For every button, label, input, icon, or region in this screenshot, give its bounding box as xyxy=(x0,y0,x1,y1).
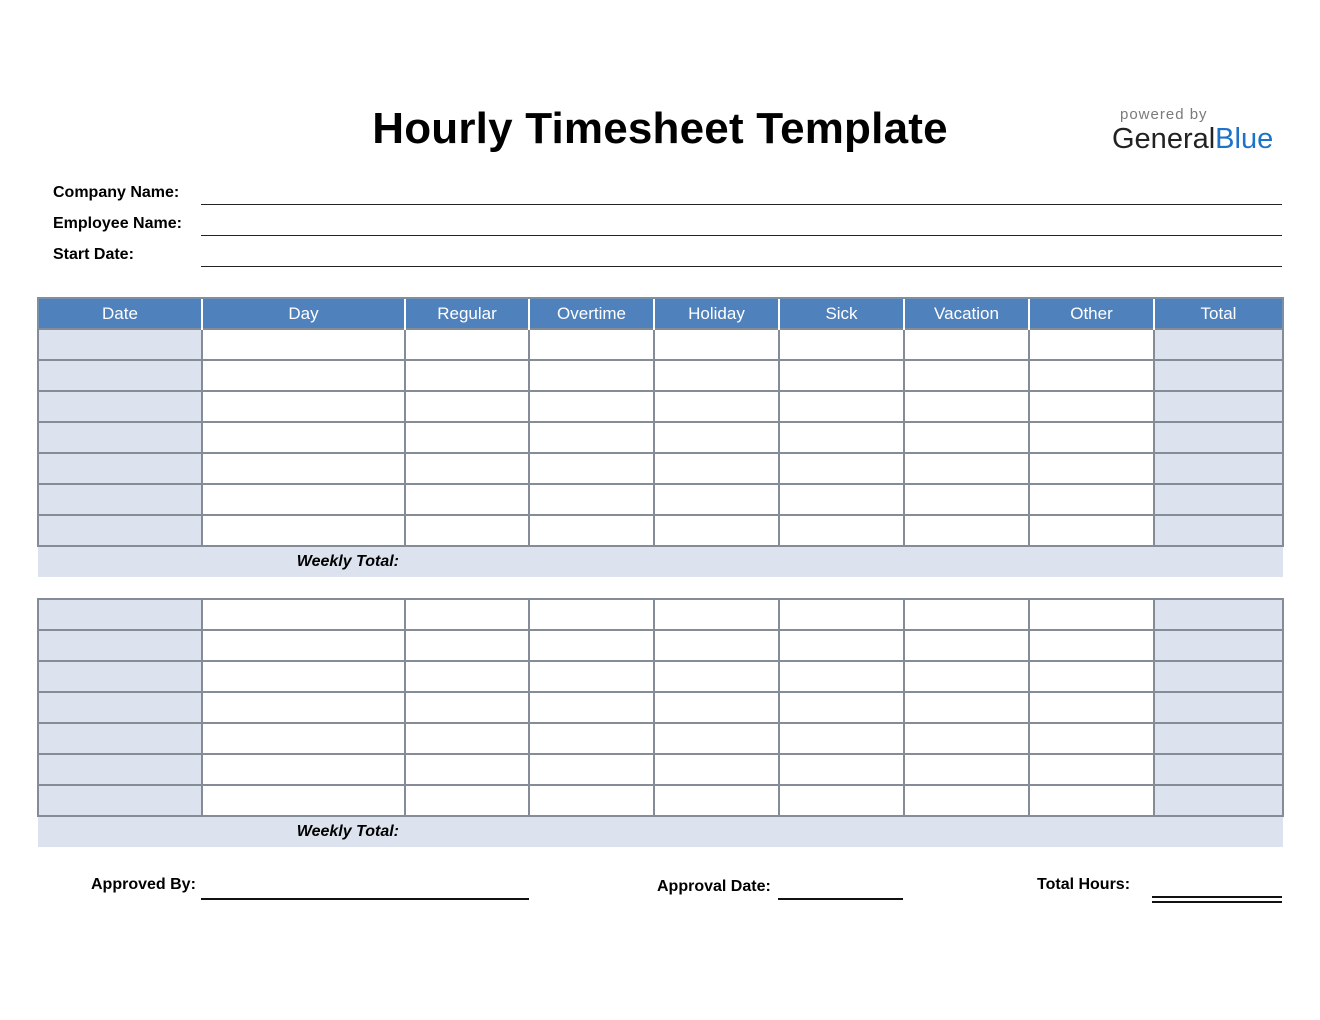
cell-sick[interactable] xyxy=(779,360,904,391)
cell-date[interactable] xyxy=(38,723,202,754)
cell-overtime[interactable] xyxy=(529,422,654,453)
cell-date[interactable] xyxy=(38,692,202,723)
cell-regular[interactable] xyxy=(405,723,529,754)
cell-date[interactable] xyxy=(38,630,202,661)
cell-regular[interactable] xyxy=(405,661,529,692)
table-row xyxy=(38,422,1283,453)
cell-holiday[interactable] xyxy=(654,723,779,754)
cell-vacation[interactable] xyxy=(904,661,1029,692)
cell-day[interactable] xyxy=(202,391,405,422)
cell-total[interactable] xyxy=(1154,329,1283,360)
cell-holiday[interactable] xyxy=(654,515,779,546)
cell-sick[interactable] xyxy=(779,785,904,816)
timesheet-table-week-2 xyxy=(37,598,1284,847)
cell-total[interactable] xyxy=(1154,630,1283,661)
cell-date[interactable] xyxy=(38,484,202,515)
cell-overtime[interactable] xyxy=(529,692,654,723)
table-row xyxy=(38,661,1283,692)
col-header-regular: Regular xyxy=(405,298,529,329)
cell-regular[interactable] xyxy=(405,599,529,630)
table-row xyxy=(38,484,1283,515)
page-title: Hourly Timesheet Template xyxy=(372,104,948,153)
cell-overtime[interactable] xyxy=(529,661,654,692)
table-header-row xyxy=(38,298,1283,329)
brand-logo xyxy=(1112,106,1282,156)
total-hours-field[interactable] xyxy=(1152,896,1282,903)
cell-sick[interactable] xyxy=(779,515,904,546)
table-row xyxy=(38,692,1283,723)
cell-vacation[interactable] xyxy=(904,329,1029,360)
cell-day[interactable] xyxy=(202,484,405,515)
cell-sick[interactable] xyxy=(779,391,904,422)
cell-overtime[interactable] xyxy=(529,754,654,785)
col-header-vacation: Vacation xyxy=(904,298,1029,329)
cell-day[interactable] xyxy=(202,329,405,360)
company-name-field[interactable] xyxy=(201,204,1282,205)
cell-sick[interactable] xyxy=(779,599,904,630)
cell-sick[interactable] xyxy=(779,453,904,484)
cell-total[interactable] xyxy=(1154,723,1283,754)
cell-vacation[interactable] xyxy=(904,692,1029,723)
brand-name-blue: Blue xyxy=(1215,123,1274,155)
cell-day[interactable] xyxy=(202,630,405,661)
col-header-sick: Sick xyxy=(779,298,904,329)
cell-other[interactable] xyxy=(1029,661,1154,692)
cell-overtime[interactable] xyxy=(529,723,654,754)
weekly-total-value[interactable] xyxy=(405,546,1283,577)
cell-overtime[interactable] xyxy=(529,599,654,630)
col-header-day: Day xyxy=(202,298,405,329)
week-2-rows xyxy=(38,599,1283,816)
cell-vacation[interactable] xyxy=(904,630,1029,661)
cell-sick[interactable] xyxy=(779,329,904,360)
table-row xyxy=(38,785,1283,816)
cell-day[interactable] xyxy=(202,360,405,391)
cell-vacation[interactable] xyxy=(904,391,1029,422)
cell-date[interactable] xyxy=(38,391,202,422)
cell-date[interactable] xyxy=(38,785,202,816)
cell-overtime[interactable] xyxy=(529,453,654,484)
cell-other[interactable] xyxy=(1029,329,1154,360)
cell-holiday[interactable] xyxy=(654,661,779,692)
approved-by-label: Approved By: xyxy=(91,876,196,893)
cell-holiday[interactable] xyxy=(654,360,779,391)
cell-holiday[interactable] xyxy=(654,484,779,515)
cell-vacation[interactable] xyxy=(904,515,1029,546)
cell-day[interactable] xyxy=(202,422,405,453)
cell-date[interactable] xyxy=(38,422,202,453)
cell-other[interactable] xyxy=(1029,484,1154,515)
cell-overtime[interactable] xyxy=(529,391,654,422)
weekly-total-row xyxy=(38,546,1283,577)
cell-date[interactable] xyxy=(38,453,202,484)
weekly-total-row xyxy=(38,816,1283,847)
cell-sick[interactable] xyxy=(779,630,904,661)
cell-total[interactable] xyxy=(1154,391,1283,422)
cell-regular[interactable] xyxy=(405,630,529,661)
cell-vacation[interactable] xyxy=(904,484,1029,515)
cell-holiday[interactable] xyxy=(654,453,779,484)
cell-total[interactable] xyxy=(1154,360,1283,391)
col-header-date: Date xyxy=(38,298,202,329)
table-row xyxy=(38,329,1283,360)
start-date-label: Start Date: xyxy=(53,246,134,263)
cell-other[interactable] xyxy=(1029,754,1154,785)
cell-date[interactable] xyxy=(38,515,202,546)
cell-regular[interactable] xyxy=(405,785,529,816)
weekly-total-value[interactable] xyxy=(405,816,1283,847)
cell-regular[interactable] xyxy=(405,692,529,723)
week-1-rows xyxy=(38,329,1283,546)
cell-holiday[interactable] xyxy=(654,754,779,785)
cell-vacation[interactable] xyxy=(904,360,1029,391)
employee-name-field[interactable] xyxy=(201,235,1282,236)
cell-holiday[interactable] xyxy=(654,422,779,453)
cell-other[interactable] xyxy=(1029,630,1154,661)
cell-total[interactable] xyxy=(1154,599,1283,630)
cell-holiday[interactable] xyxy=(654,692,779,723)
cell-vacation[interactable] xyxy=(904,785,1029,816)
cell-total[interactable] xyxy=(1154,661,1283,692)
cell-other[interactable] xyxy=(1029,391,1154,422)
cell-holiday[interactable] xyxy=(654,630,779,661)
cell-regular[interactable] xyxy=(405,422,529,453)
cell-total[interactable] xyxy=(1154,484,1283,515)
cell-holiday[interactable] xyxy=(654,599,779,630)
cell-day[interactable] xyxy=(202,661,405,692)
brand-name-general: General xyxy=(1112,123,1216,155)
approval-date-field[interactable] xyxy=(778,898,903,900)
cell-date[interactable] xyxy=(38,329,202,360)
cell-holiday[interactable] xyxy=(654,391,779,422)
cell-other[interactable] xyxy=(1029,360,1154,391)
table-row xyxy=(38,391,1283,422)
cell-regular[interactable] xyxy=(405,329,529,360)
approval-date-label: Approval Date: xyxy=(657,878,771,895)
cell-holiday[interactable] xyxy=(654,785,779,816)
cell-other[interactable] xyxy=(1029,599,1154,630)
cell-vacation[interactable] xyxy=(904,723,1029,754)
cell-total[interactable] xyxy=(1154,515,1283,546)
cell-sick[interactable] xyxy=(779,692,904,723)
col-header-total: Total xyxy=(1154,298,1283,329)
col-header-holiday: Holiday xyxy=(654,298,779,329)
table-row xyxy=(38,360,1283,391)
cell-date[interactable] xyxy=(38,360,202,391)
col-header-overtime: Overtime xyxy=(529,298,654,329)
table-row xyxy=(38,515,1283,546)
table-row xyxy=(38,630,1283,661)
cell-vacation[interactable] xyxy=(904,754,1029,785)
col-header-other: Other xyxy=(1029,298,1154,329)
cell-overtime[interactable] xyxy=(529,484,654,515)
cell-regular[interactable] xyxy=(405,360,529,391)
cell-regular[interactable] xyxy=(405,515,529,546)
cell-other[interactable] xyxy=(1029,785,1154,816)
table-row xyxy=(38,754,1283,785)
cell-sick[interactable] xyxy=(779,422,904,453)
cell-day[interactable] xyxy=(202,723,405,754)
cell-regular[interactable] xyxy=(405,453,529,484)
cell-sick[interactable] xyxy=(779,661,904,692)
cell-other[interactable] xyxy=(1029,422,1154,453)
table-row xyxy=(38,453,1283,484)
start-date-field[interactable] xyxy=(201,266,1282,267)
cell-total[interactable] xyxy=(1154,422,1283,453)
cell-sick[interactable] xyxy=(779,754,904,785)
cell-vacation[interactable] xyxy=(904,422,1029,453)
cell-total[interactable] xyxy=(1154,453,1283,484)
cell-day[interactable] xyxy=(202,785,405,816)
cell-other[interactable] xyxy=(1029,515,1154,546)
cell-total[interactable] xyxy=(1154,692,1283,723)
cell-total[interactable] xyxy=(1154,785,1283,816)
cell-overtime[interactable] xyxy=(529,785,654,816)
company-name-label: Company Name: xyxy=(53,184,180,201)
cell-date[interactable] xyxy=(38,754,202,785)
cell-day[interactable] xyxy=(202,692,405,723)
cell-overtime[interactable] xyxy=(529,515,654,546)
weekly-total-label: Weekly Total: xyxy=(38,816,405,847)
brand-name xyxy=(1112,123,1282,156)
brand-powered-by: powered by xyxy=(1120,106,1208,123)
cell-regular[interactable] xyxy=(405,391,529,422)
cell-overtime[interactable] xyxy=(529,630,654,661)
cell-other[interactable] xyxy=(1029,723,1154,754)
total-hours-label: Total Hours: xyxy=(1037,876,1131,893)
cell-regular[interactable] xyxy=(405,754,529,785)
cell-sick[interactable] xyxy=(779,484,904,515)
cell-day[interactable] xyxy=(202,599,405,630)
cell-other[interactable] xyxy=(1029,453,1154,484)
cell-vacation[interactable] xyxy=(904,599,1029,630)
table-row xyxy=(38,723,1283,754)
cell-date[interactable] xyxy=(38,599,202,630)
cell-day[interactable] xyxy=(202,515,405,546)
cell-total[interactable] xyxy=(1154,754,1283,785)
cell-date[interactable] xyxy=(38,661,202,692)
timesheet-table-week-1 xyxy=(37,297,1284,577)
cell-overtime[interactable] xyxy=(529,329,654,360)
cell-day[interactable] xyxy=(202,754,405,785)
cell-regular[interactable] xyxy=(405,484,529,515)
weekly-total-label: Weekly Total: xyxy=(38,546,405,577)
cell-sick[interactable] xyxy=(779,723,904,754)
approved-by-field[interactable] xyxy=(201,898,529,900)
cell-day[interactable] xyxy=(202,453,405,484)
cell-other[interactable] xyxy=(1029,692,1154,723)
cell-holiday[interactable] xyxy=(654,329,779,360)
table-row xyxy=(38,599,1283,630)
cell-vacation[interactable] xyxy=(904,453,1029,484)
cell-overtime[interactable] xyxy=(529,360,654,391)
employee-name-label: Employee Name: xyxy=(53,215,182,232)
